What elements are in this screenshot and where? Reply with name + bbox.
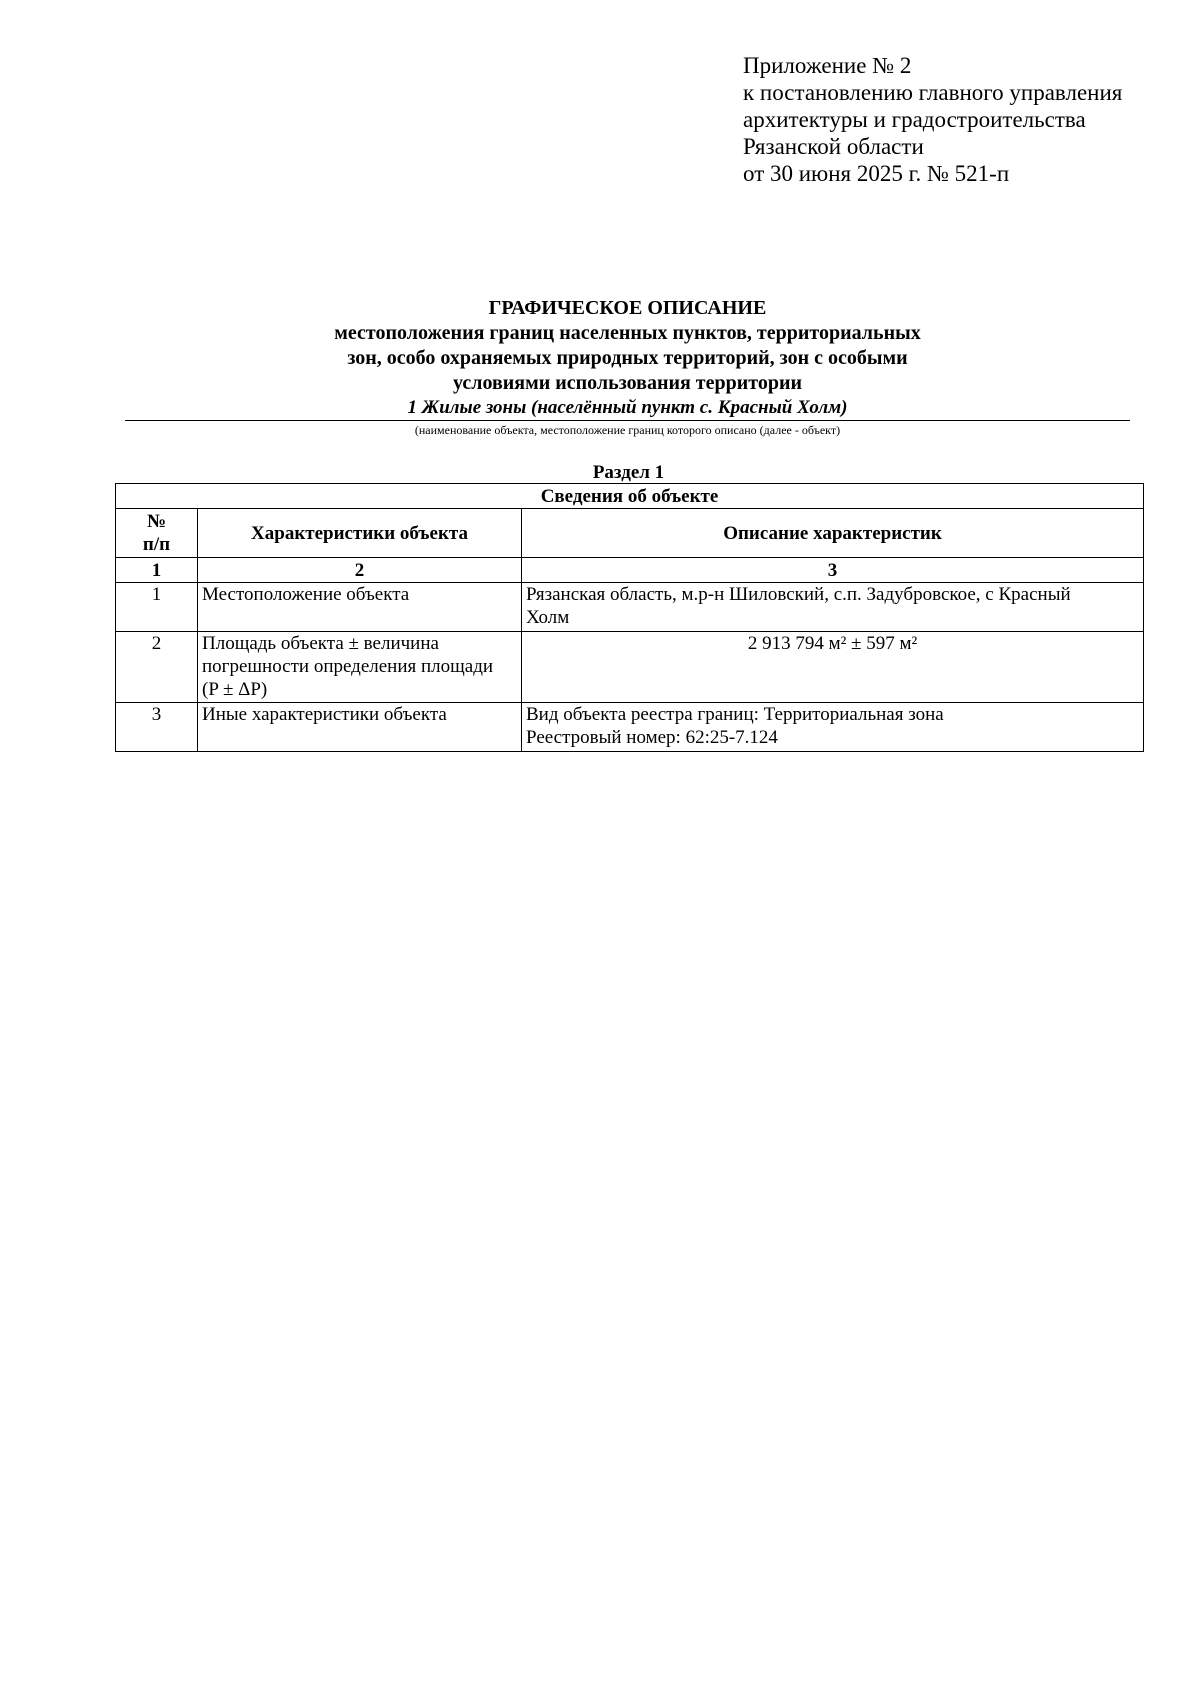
cell-line: 2 913 794 м² ± 597 м²	[747, 633, 918, 654]
row-description	[522, 583, 1144, 632]
object-caption: (наименование объекта, местоположение границ которого описано (далее - объект)	[414, 423, 841, 437]
header-num	[116, 509, 198, 558]
cell-line: Рязанская область, м.р-н Шиловский, с.п. Задубровское, с Красный	[526, 584, 1071, 605]
cell-line: (P ± ΔP)	[202, 679, 268, 700]
table-caption-row	[116, 484, 1144, 509]
document-subtitle-line: местоположения границ населенных пунктов, территориальных	[334, 322, 921, 344]
document-title: ГРАФИЧЕСКОЕ ОПИСАНИЕ	[488, 297, 767, 319]
row-number: 3	[116, 703, 198, 752]
row-number: 1	[116, 583, 198, 632]
row-description	[522, 703, 1144, 752]
document-subtitle-line: условиями использования территории	[452, 372, 803, 394]
table-caption: Сведения об объекте	[116, 484, 1144, 509]
section-title: Раздел 1	[592, 462, 665, 483]
header-num-line: №	[146, 511, 167, 532]
cell-line: Иные характеристики объекта	[202, 704, 447, 725]
annex-line: архитектуры и градостроительства	[743, 107, 1086, 132]
annex-block	[743, 52, 1122, 187]
cell-line: Реестровый номер: 62:25-7.124	[526, 727, 778, 748]
table-row	[116, 632, 1144, 703]
cell-line: погрешности определения площади	[202, 656, 494, 677]
row-description	[522, 632, 1144, 703]
annex-line: от 30 июня 2025 г. № 521-п	[743, 161, 1010, 186]
cell-line: Холм	[526, 607, 570, 628]
document-subtitle-line: зон, особо охраняемых природных территорий, зон с особыми	[347, 347, 908, 369]
table-row	[116, 703, 1144, 752]
row-characteristic	[198, 583, 522, 632]
cell-line: Местоположение объекта	[202, 584, 410, 605]
column-number: 1	[116, 558, 198, 583]
row-number: 2	[116, 632, 198, 703]
table-row	[116, 583, 1144, 632]
column-number: 3	[522, 558, 1144, 583]
header-description: Описание характеристик	[522, 509, 1144, 558]
row-characteristic	[198, 632, 522, 703]
table-header-row	[116, 509, 1144, 558]
annex-line: Приложение № 2	[743, 53, 912, 78]
column-number-row	[116, 558, 1144, 583]
object-info-table	[115, 483, 1144, 752]
cell-line: Площадь объекта ± величина	[202, 633, 439, 654]
header-characteristic: Характеристики объекта	[198, 509, 522, 558]
object-name-underline	[125, 420, 1130, 421]
column-number: 2	[198, 558, 522, 583]
object-name: 1 Жилые зоны (населённый пункт с. Красный Холм)	[407, 397, 848, 418]
cell-line: Вид объекта реестра границ: Территориальная зона	[526, 704, 944, 725]
annex-line: к постановлению главного управления	[743, 80, 1123, 105]
row-characteristic	[198, 703, 522, 752]
header-num-line: п/п	[142, 534, 171, 555]
annex-line: Рязанской области	[743, 134, 924, 159]
document-heading	[125, 296, 1130, 438]
